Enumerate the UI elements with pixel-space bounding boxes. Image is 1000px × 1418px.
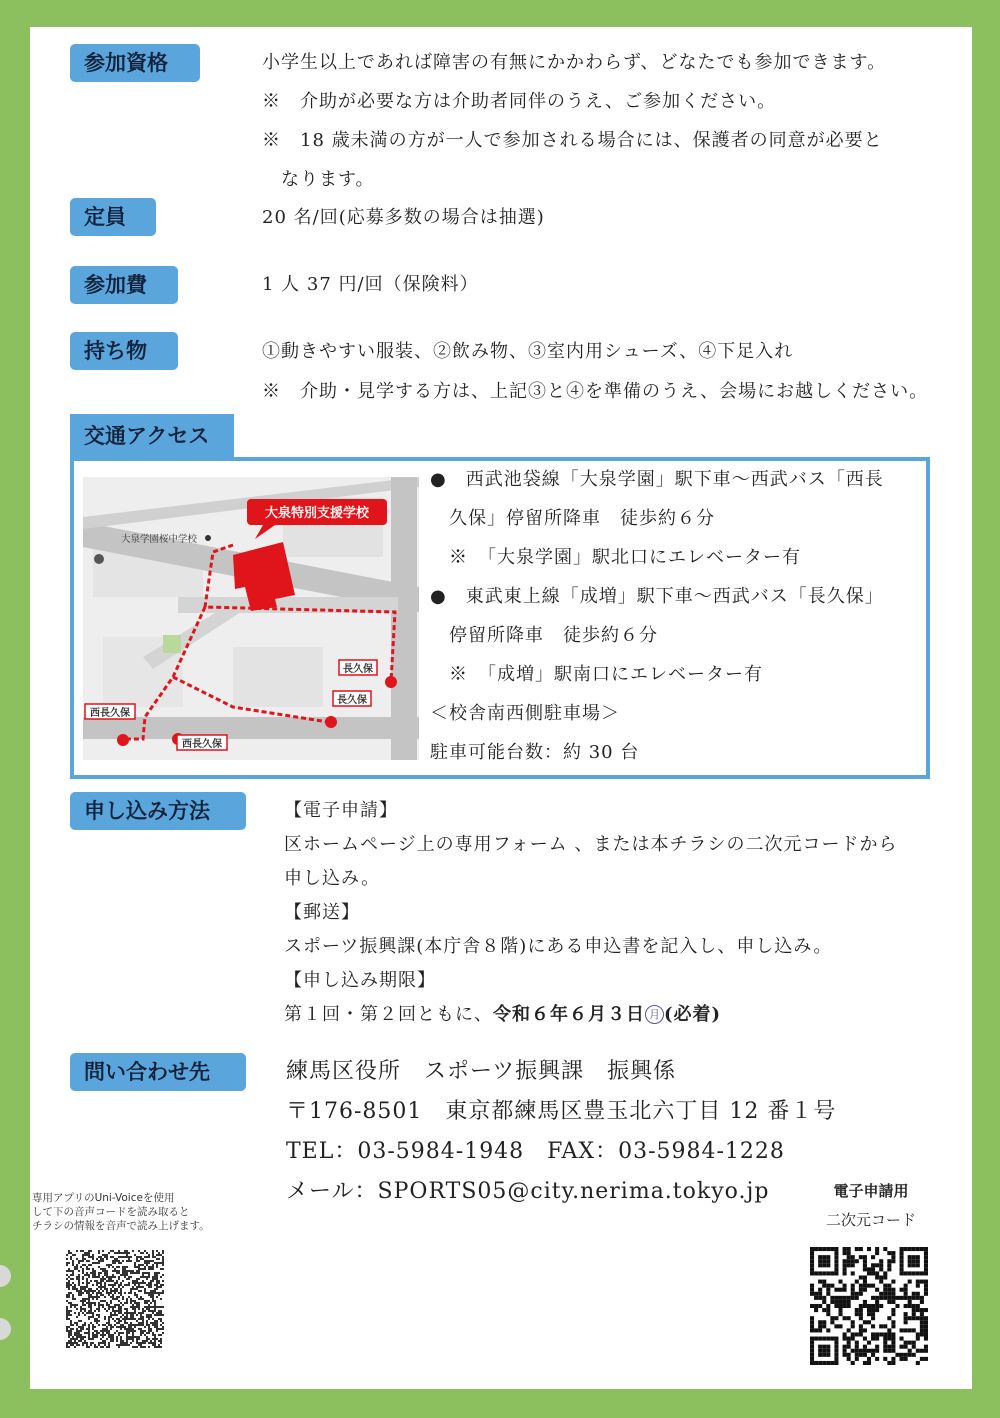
map-landmark: 大泉学園桜中学校 <box>121 534 198 545</box>
access-line-5: 停留所降車 徒歩約６分 <box>430 625 658 646</box>
deadline-day-badge: 月 <box>645 1005 664 1024</box>
map-stop-label-1: 長久保 <box>343 664 373 675</box>
univoice-code <box>66 1250 164 1348</box>
fee-label: 参加費 <box>70 266 178 304</box>
deadline-date: 令和６年６月３日 <box>493 1004 645 1025</box>
eligibility-line-4: なります。 <box>262 169 375 190</box>
univoice-note <box>32 1191 210 1233</box>
binder-hole <box>0 1318 11 1340</box>
deadline-suffix: (必着) <box>664 1004 722 1025</box>
access-line-1: ● 西武池袋線「大泉学園」駅下車～西武バス「西長 <box>430 469 884 490</box>
univoice-line-1: 専用アプリのUni-Voiceを使用 <box>32 1192 175 1204</box>
univoice-line-3: チラシの情報を音声で読み上げます。 <box>32 1220 210 1232</box>
eligibility-line-2: ※ 介助が必要な方は介助者同伴のうえ、ご参加ください。 <box>262 91 777 112</box>
access-line-8: 駐車可能台数：約 30 台 <box>430 742 640 763</box>
application-line-1: 【電子申請】 <box>284 800 398 821</box>
binder-hole <box>0 1265 11 1287</box>
deadline-prefix: 第１回・第２回ともに、 <box>284 1004 493 1025</box>
contact-line-2: 〒176-8501 東京都練馬区豊玉北六丁目 12 番１号 <box>286 1099 837 1124</box>
capacity-label: 定員 <box>70 198 156 236</box>
application-line-6: 【申し込み期限】 <box>284 970 436 991</box>
application-deadline <box>284 998 721 1032</box>
eligibility-line-3: ※ 18 歳未満の方が一人で参加される場合には、保護者の同意が必要と <box>262 130 883 151</box>
qr-label-line-1: 電子申請用 <box>833 1182 909 1200</box>
eligibility-line-1: 小学生以上であれば障害の有無にかかわらず、どなたでも参加できます。 <box>262 52 887 73</box>
application-label: 申し込み方法 <box>70 792 246 830</box>
contact-line-1: 練馬区役所 スポーツ振興課 振興係 <box>286 1059 677 1084</box>
univoice-line-2: して下の音声コードを読み取ると <box>32 1206 190 1218</box>
map-stop-label-2: 長久保 <box>337 695 367 706</box>
application-line-2: 区ホームページ上の専用フォーム 、または本チラシの二次元コードから <box>284 834 898 855</box>
belongings-line-1: ①動きやすい服装、②飲み物、③室内用シューズ、④下足入れ <box>262 341 794 362</box>
application-qr-code[interactable] <box>810 1247 928 1365</box>
qr-label-line-2: 二次元コード <box>825 1211 916 1229</box>
access-line-4: ● 東武東上線「成増」駅下車～西武バス「長久保」 <box>430 586 884 607</box>
map-school-name: 大泉特別支援学校 <box>264 506 370 521</box>
map-stop-label-4: 西長久保 <box>182 739 222 750</box>
capacity-text: 20 名/回(応募多数の場合は抽選) <box>262 207 545 228</box>
qr-label <box>816 1180 926 1230</box>
contact-line-3: TEL：03-5984-1948 FAX：03-5984-1228 <box>286 1139 785 1164</box>
access-line-6: ※ 「成増」駅南口にエレベーター有 <box>430 664 763 685</box>
belongings-label: 持ち物 <box>70 332 178 370</box>
access-line-3: ※ 「大泉学園」駅北口にエレベーター有 <box>430 547 801 568</box>
access-label: 交通アクセス <box>70 414 234 458</box>
fee-text: 1 人 37 円/回（保険料） <box>262 274 479 295</box>
application-line-5: スポーツ振興課(本庁舎８階)にある申込書を記入し、申し込み。 <box>284 936 833 957</box>
access-line-2: 久保」停留所降車 徒歩約６分 <box>430 508 715 529</box>
access-line-7: ＜校舎南西側駐車場＞ <box>430 703 620 724</box>
eligibility-label: 参加資格 <box>70 44 200 82</box>
contact-label: 問い合わせ先 <box>70 1053 246 1091</box>
contact-line-4: メール：SPORTS05@city.nerima.tokyo.jp <box>286 1179 770 1204</box>
access-map <box>83 477 419 760</box>
application-line-4: 【郵送】 <box>284 902 360 923</box>
belongings-line-2: ※ 介助・見学する方は、上記③と④を準備のうえ、会場にお越しください。 <box>262 381 929 402</box>
map-stop-label-3: 西長久保 <box>90 708 130 719</box>
application-line-3: 申し込み。 <box>284 868 381 889</box>
